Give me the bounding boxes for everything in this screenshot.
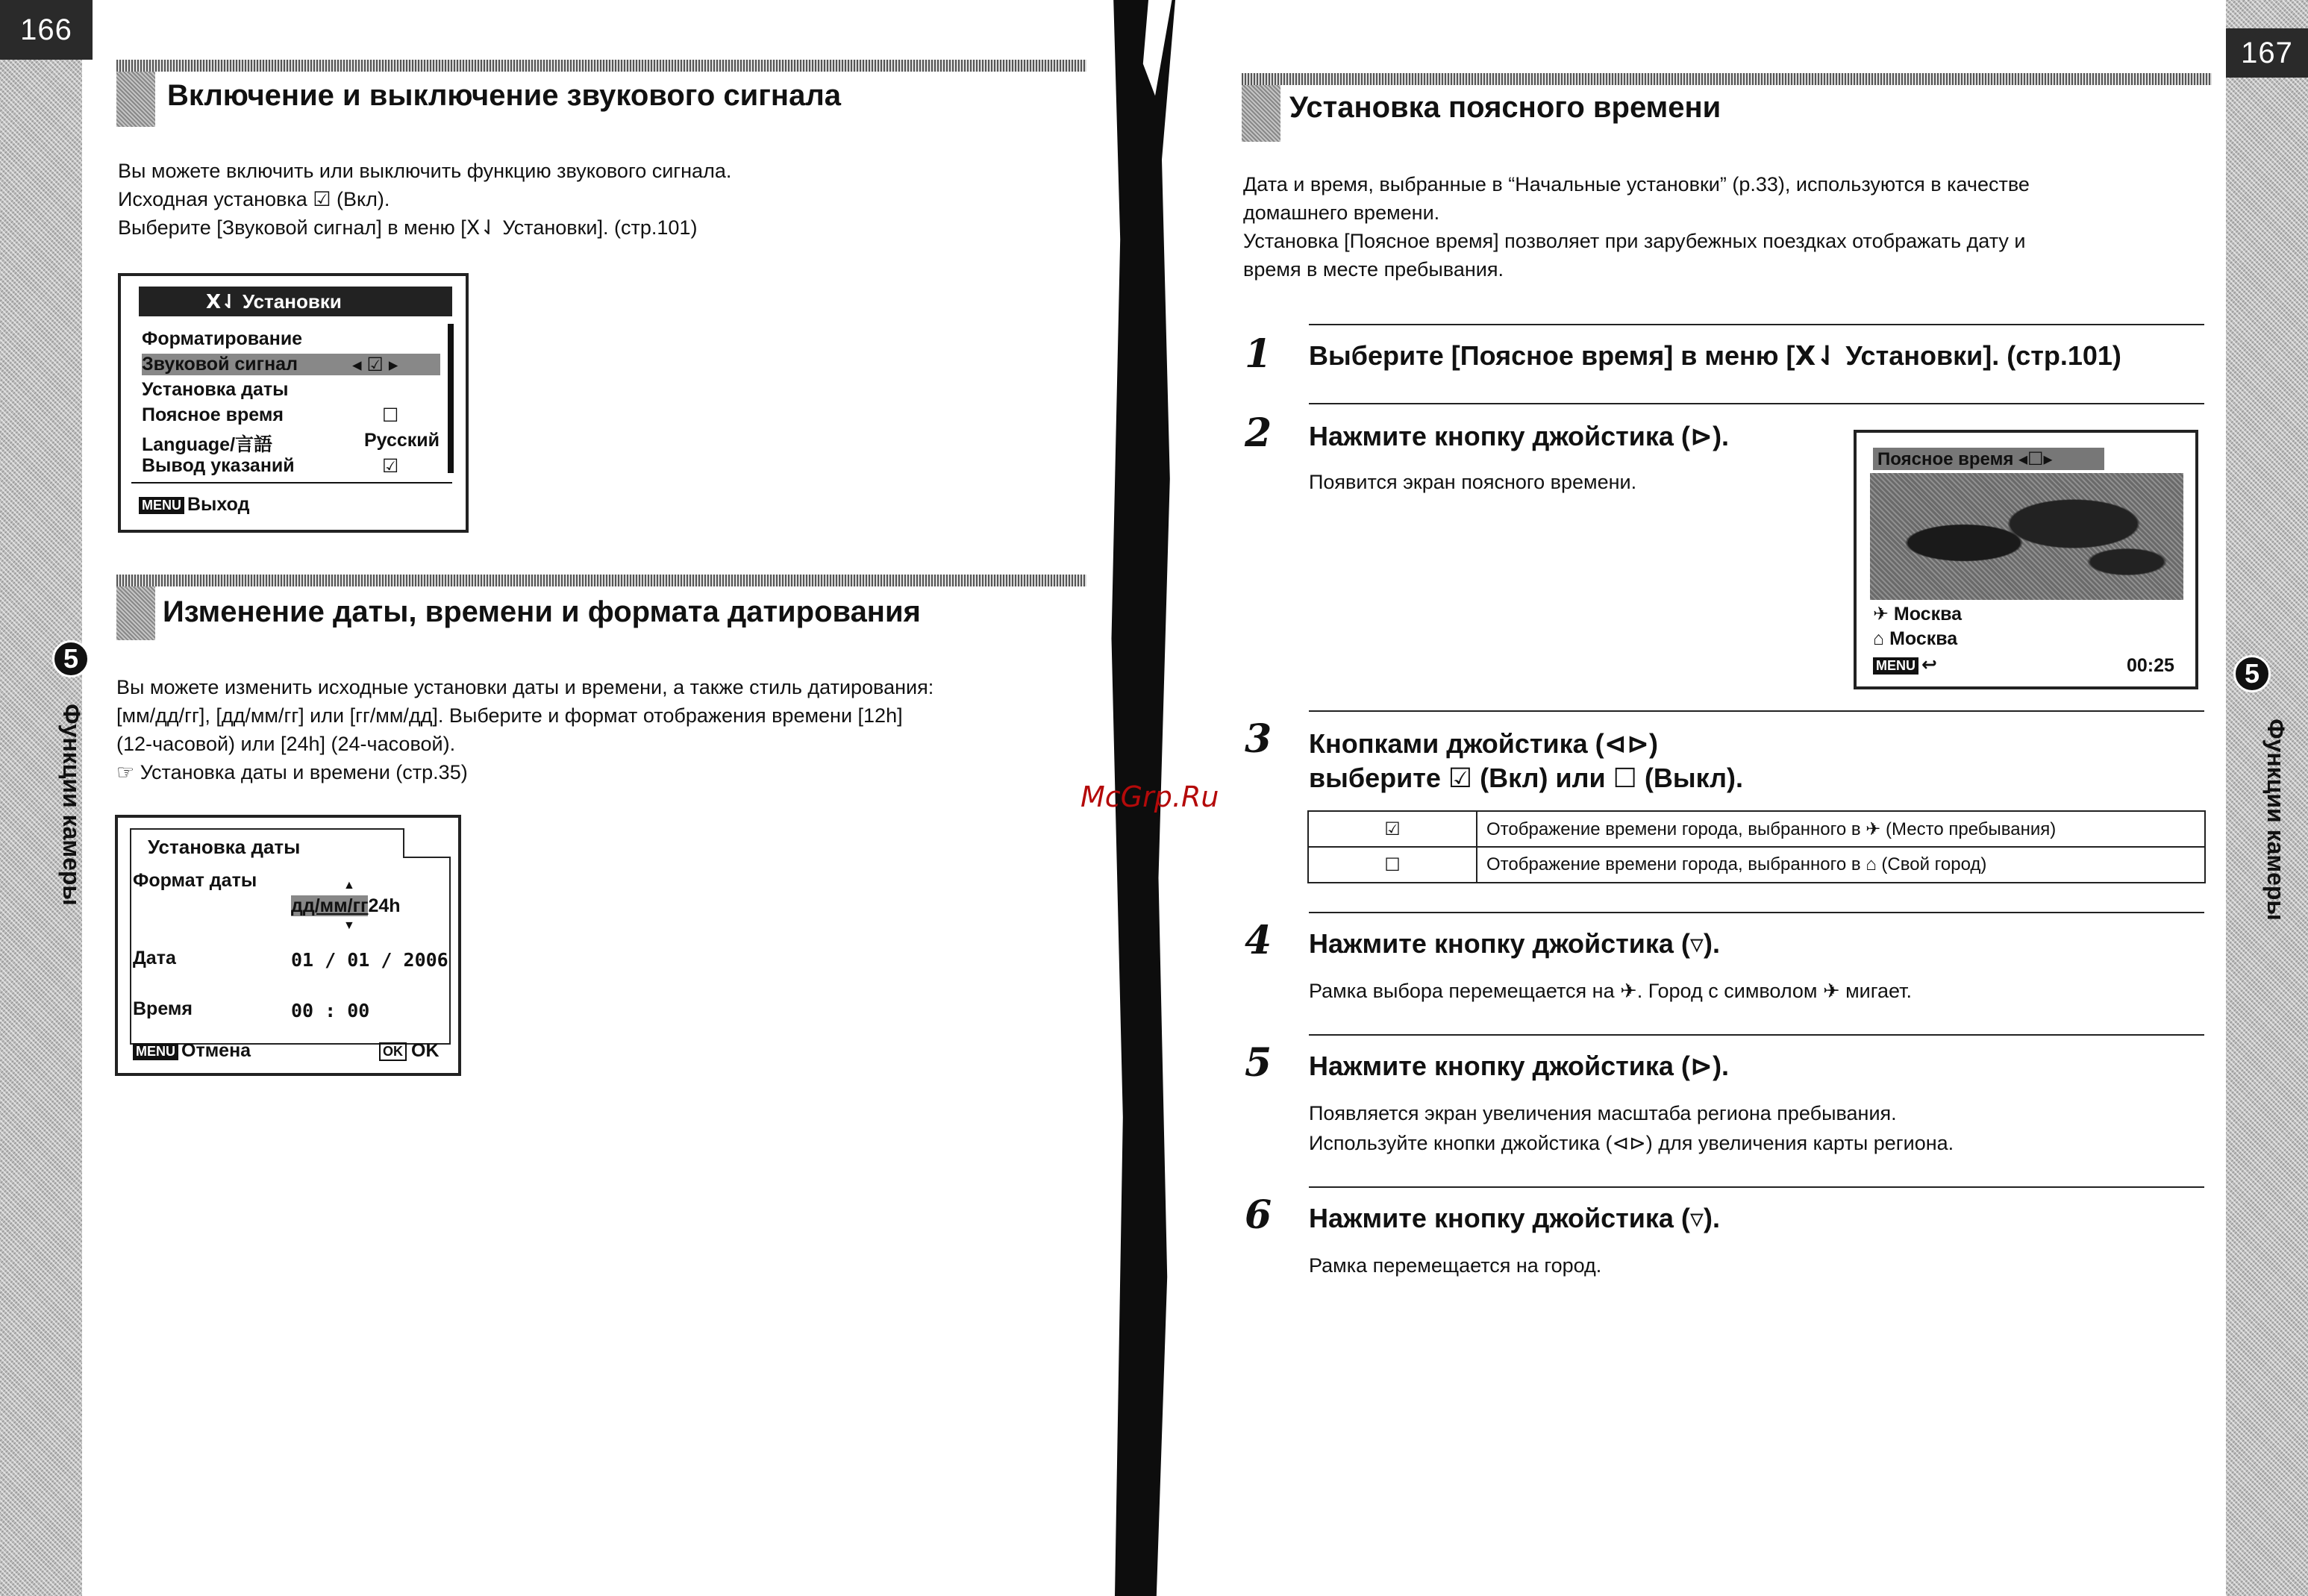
step5-line: Появляется экран увеличения масштаба региона пребывания. (1309, 1102, 1897, 1124)
step1-number: 1 (1245, 331, 1272, 377)
step5-number: 5 (1245, 1040, 1272, 1086)
section2-rule (116, 575, 1086, 586)
intro-line: время в месте пребывания. (1243, 258, 1504, 281)
section1-line: Вы можете включить или выключить функцию звукового сигнала. (118, 160, 732, 182)
ok-badge-icon: OK (379, 1042, 407, 1061)
date-format-down-icon: ▼ (343, 919, 355, 932)
menu-item-value: ◂ ☑ ▸ (352, 354, 398, 375)
menu-footer (139, 494, 250, 516)
table-cell-symbol: ☐ (1308, 847, 1477, 883)
date-setup-tab-notch (403, 828, 451, 858)
section1-text (118, 157, 731, 242)
section2-text (116, 673, 933, 786)
step3-rule (1309, 710, 2204, 712)
date-cancel (133, 1040, 251, 1062)
step6-number: 6 (1245, 1192, 1272, 1238)
menu-divider (131, 482, 452, 484)
date-label: Дата (133, 948, 176, 968)
step3-title-line2: выберите ☑ (Вкл) или ☐ (Выкл). (1309, 763, 1743, 793)
step2-rule (1309, 403, 2204, 404)
menu-item-format (142, 328, 440, 350)
step5-line: Используйте кнопки джойстика (⊲⊳) для увеличения карты региона. (1309, 1132, 1954, 1154)
intro-line: Дата и время, выбранные в “Начальные установки” (р.33), используются в качестве (1243, 173, 2030, 195)
step5-title: Нажмите кнопку джойстика (⊳). (1309, 1051, 1730, 1081)
destination-city: Москва (1893, 604, 1963, 625)
section2-line: (12-часовой) или [24h] (24-часовой). (116, 733, 456, 755)
step6-rule (1309, 1186, 2204, 1188)
right-chapter-number: 5 (2233, 655, 2271, 692)
date-ok (379, 1040, 440, 1062)
timezone-screen-title: Поясное время ◂☐▸ (1873, 448, 2104, 470)
setup-menu-title: Ⅹ⇃ Установки (139, 287, 452, 316)
section1-rule (116, 60, 1086, 72)
step6-text: Рамка перемещается на город. (1309, 1254, 1602, 1277)
menu-item-label: Форматирование (142, 328, 303, 349)
watermark: McGrp.Ru (1080, 780, 1219, 813)
time-value[interactable]: 00 : 00 (291, 1000, 370, 1021)
date-format-selected[interactable]: дд/мм/гг (291, 895, 369, 916)
date-setup-screen (115, 815, 461, 1076)
menu-badge-icon: MENU (1873, 657, 1918, 675)
left-chapter-label: Функции камеры (57, 704, 85, 906)
table-cell-text: Отображение времени города, выбранного в ✈ (Место пребывания) (1477, 811, 2205, 847)
menu-item-label: Звуковой сигнал (142, 354, 298, 375)
section1-title: Включение и выключение звукового сигнала (167, 79, 841, 112)
menu-item-label: Language/言語 (142, 434, 273, 455)
step2-text: Появится экран поясного времени. (1309, 471, 1637, 493)
left-chapter-number: 5 (52, 640, 90, 677)
timezone-screen (1854, 430, 2198, 689)
options-table (1307, 810, 2206, 883)
intro-line: Установка [Поясное время] позволяет при зарубежных поездках отображать дату и (1243, 230, 2026, 252)
time-label: Время (133, 998, 193, 1019)
step5-text (1309, 1098, 1954, 1158)
menu-item-language (142, 430, 455, 457)
menu-item-value: Русский (364, 430, 440, 451)
table-cell-text: Отображение времени города, выбранного в ⌂ (Свой город) (1477, 847, 2205, 883)
menu-badge-icon: MENU (139, 497, 184, 514)
menu-footer-label: Выход (187, 494, 250, 515)
timezone-home (1873, 628, 1957, 650)
right-chapter-label: Функции камеры (2262, 719, 2289, 921)
table-cell-symbol: ☑ (1308, 811, 1477, 847)
step4-rule (1309, 912, 2204, 913)
timezone-footer (1873, 654, 1937, 676)
step1-title: Выберите [Поясное время] в меню [Ⅹ⇃ Установки]. (стр.101) (1309, 340, 2121, 371)
step2-number: 2 (1245, 410, 1272, 456)
date-format-hours[interactable]: 24h (368, 895, 401, 916)
menu-item-guides (142, 455, 440, 477)
section2-line: [мм/дд/гг], [дд/мм/гг] или [гг/мм/дд]. Выберите и формат отображения времени [12h] (116, 704, 903, 727)
step4-text: Рамка выбора перемещается на ✈. Город с символом ✈ мигает. (1309, 980, 1913, 1002)
date-format-label: Формат даты (133, 870, 257, 891)
setup-menu-screen (118, 273, 469, 533)
airplane-icon: ✈ (1873, 604, 1889, 625)
date-ok-label: OK (411, 1040, 440, 1061)
right-intro-text (1243, 170, 2030, 284)
home-icon: ⌂ (1873, 628, 1885, 649)
date-setup-tab-title: Установка даты (148, 836, 301, 858)
home-city: Москва (1889, 628, 1958, 649)
step6-title: Нажмите кнопку джойстика (▿). (1309, 1203, 1720, 1233)
menu-item-sound (142, 354, 440, 375)
step3-title: Кнопками джойстика (⊲⊳) (1309, 728, 1658, 759)
table-row (1308, 847, 2205, 883)
intro-line: домашнего времени. (1243, 201, 1440, 224)
menu-item-label: Установка даты (142, 379, 289, 400)
section1-line: Исходная установка ☑ (Вкл). (118, 188, 390, 210)
date-format-up-icon: ▲ (343, 879, 355, 892)
step4-title: Нажмите кнопку джойстика (▿). (1309, 928, 1720, 959)
menu-scrollbar (448, 324, 454, 473)
date-value[interactable]: 01 / 01 / 2006 (291, 949, 448, 971)
section2-line: ☞ Установка даты и времени (стр.35) (116, 761, 468, 783)
step3-number: 3 (1245, 716, 1272, 762)
step4-number: 4 (1245, 918, 1272, 963)
right-page-number: 167 (2226, 28, 2308, 78)
timezone-time: 00:25 (2127, 655, 2174, 676)
timezone-destination (1873, 603, 1962, 625)
menu-item-timezone (142, 404, 440, 426)
world-map (1870, 473, 2183, 600)
table-row (1308, 811, 2205, 847)
section2-title: Изменение даты, времени и формата датирования (163, 595, 921, 628)
left-page-number: 166 (0, 0, 93, 60)
section1-line: Выберите [Звуковой сигнал] в меню [Ⅹ⇃ Установки]. (стр.101) (118, 216, 698, 239)
step1-rule (1309, 324, 2204, 325)
menu-item-value: ☐ (382, 405, 399, 426)
right-section-rule (1242, 73, 2212, 85)
right-section-title: Установка поясного времени (1289, 91, 1721, 124)
menu-item-value: ☑ (382, 456, 399, 477)
menu-item-label: Вывод указаний (142, 455, 295, 476)
step2-title: Нажмите кнопку джойстика (⊳). (1309, 421, 1730, 451)
menu-item-label: Поясное время (142, 404, 284, 425)
date-cancel-label: Отмена (181, 1040, 251, 1061)
section2-line: Вы можете изменить исходные установки даты и времени, а также стиль датирования: (116, 676, 934, 698)
date-format-value[interactable] (291, 895, 401, 917)
menu-item-date-setup (142, 379, 440, 401)
step5-rule (1309, 1034, 2204, 1036)
menu-badge-icon: MENU (133, 1043, 178, 1060)
back-icon: ↩ (1921, 654, 1937, 675)
